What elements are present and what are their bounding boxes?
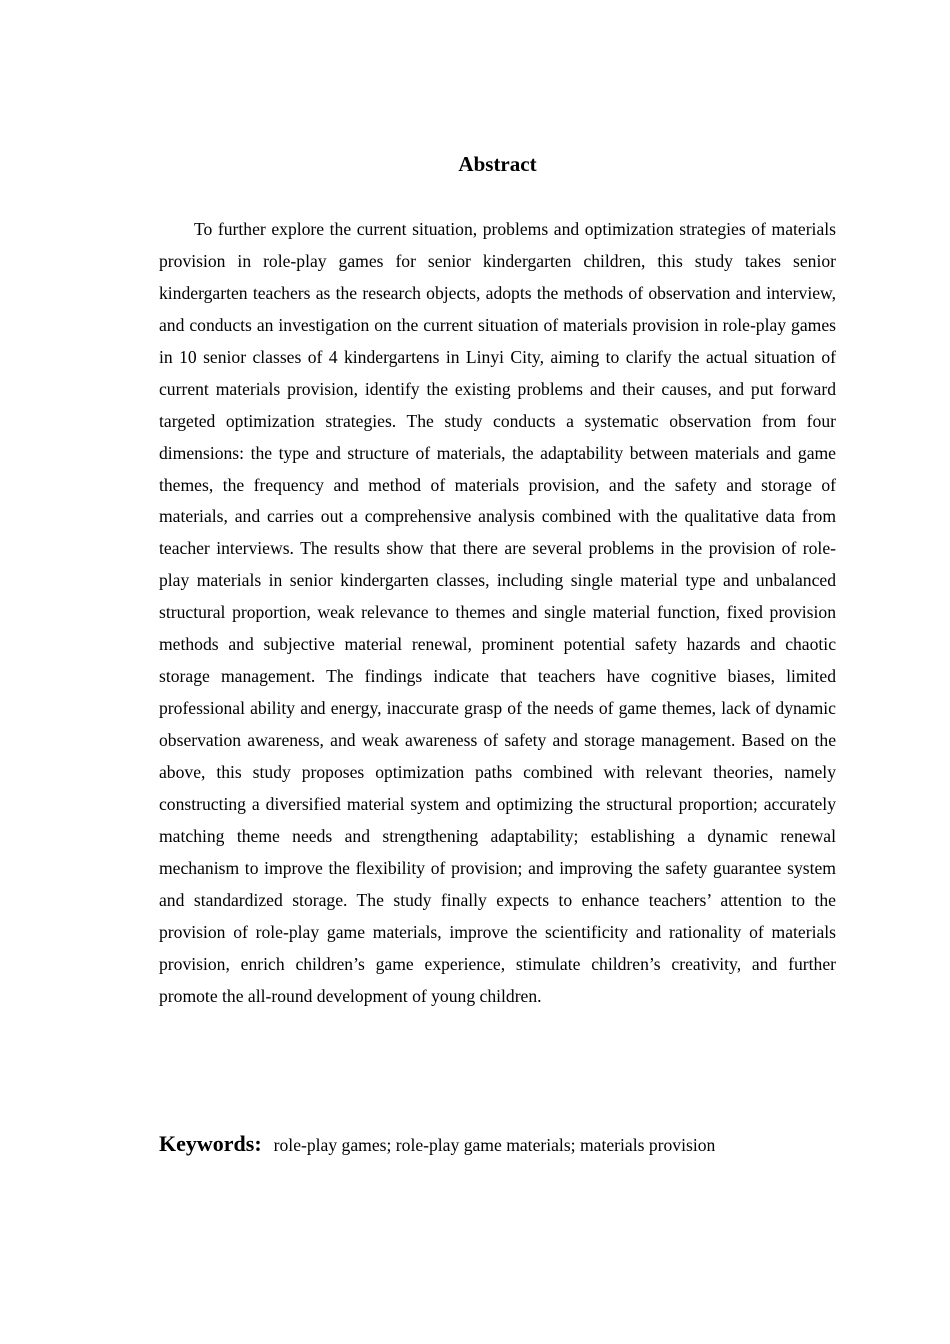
abstract-title: Abstract bbox=[458, 152, 537, 176]
keywords-label: Keywords: bbox=[159, 1131, 262, 1156]
keywords-line bbox=[159, 1131, 836, 1157]
abstract-paragraph: To further explore the current situation, problems and optimization strategies of materials provision in role-play games for senior kindergarten children, this study takes senior kindergarten teachers as the research objects, adopts the methods of observation and interview, and conducts an investigation on the current situation of materials provision in role-play games in 10 senior classes of 4 kindergartens in Linyi City, aiming to clarify the actual situation of current materials provision, identify the existing problems and their causes, and put forward targeted optimization strategies. The study conducts a systematic observation from four dimensions: the type and structure of materials, the adaptability between materials and game themes, the frequency and method of materials provision, and the safety and storage of materials, and carries out a comprehensive analysis combined with the qualitative data from teacher interviews. The results show that there are several problems in the provision of role-play materials in senior kindergarten classes, including single material type and unbalanced structural proportion, weak relevance to themes and single material function, fixed provision methods and subjective material renewal, prominent potential safety hazards and chaotic storage management. The findings indicate that teachers have cognitive biases, limited professional ability and energy, inaccurate grasp of the needs of game themes, lack of dynamic observation awareness, and weak awareness of safety and storage management. Based on the above, this study proposes optimization paths combined with relevant theories, namely constructing a diversified material system and optimizing the structural proportion; accurately matching theme needs and strengthening adaptability; establishing a dynamic renewal mechanism to improve the flexibility of provision; and improving the safety guarantee system and standardized storage. The study finally expects to enhance teachers’ attention to the provision of role-play game materials, improve the scientificity and rationality of materials provision, enrich children’s game experience, stimulate children’s creativity, and further promote the all-round development of young children. bbox=[159, 219, 836, 1006]
keywords-text: role-play games; role-play game materials; materials provision bbox=[273, 1135, 716, 1155]
